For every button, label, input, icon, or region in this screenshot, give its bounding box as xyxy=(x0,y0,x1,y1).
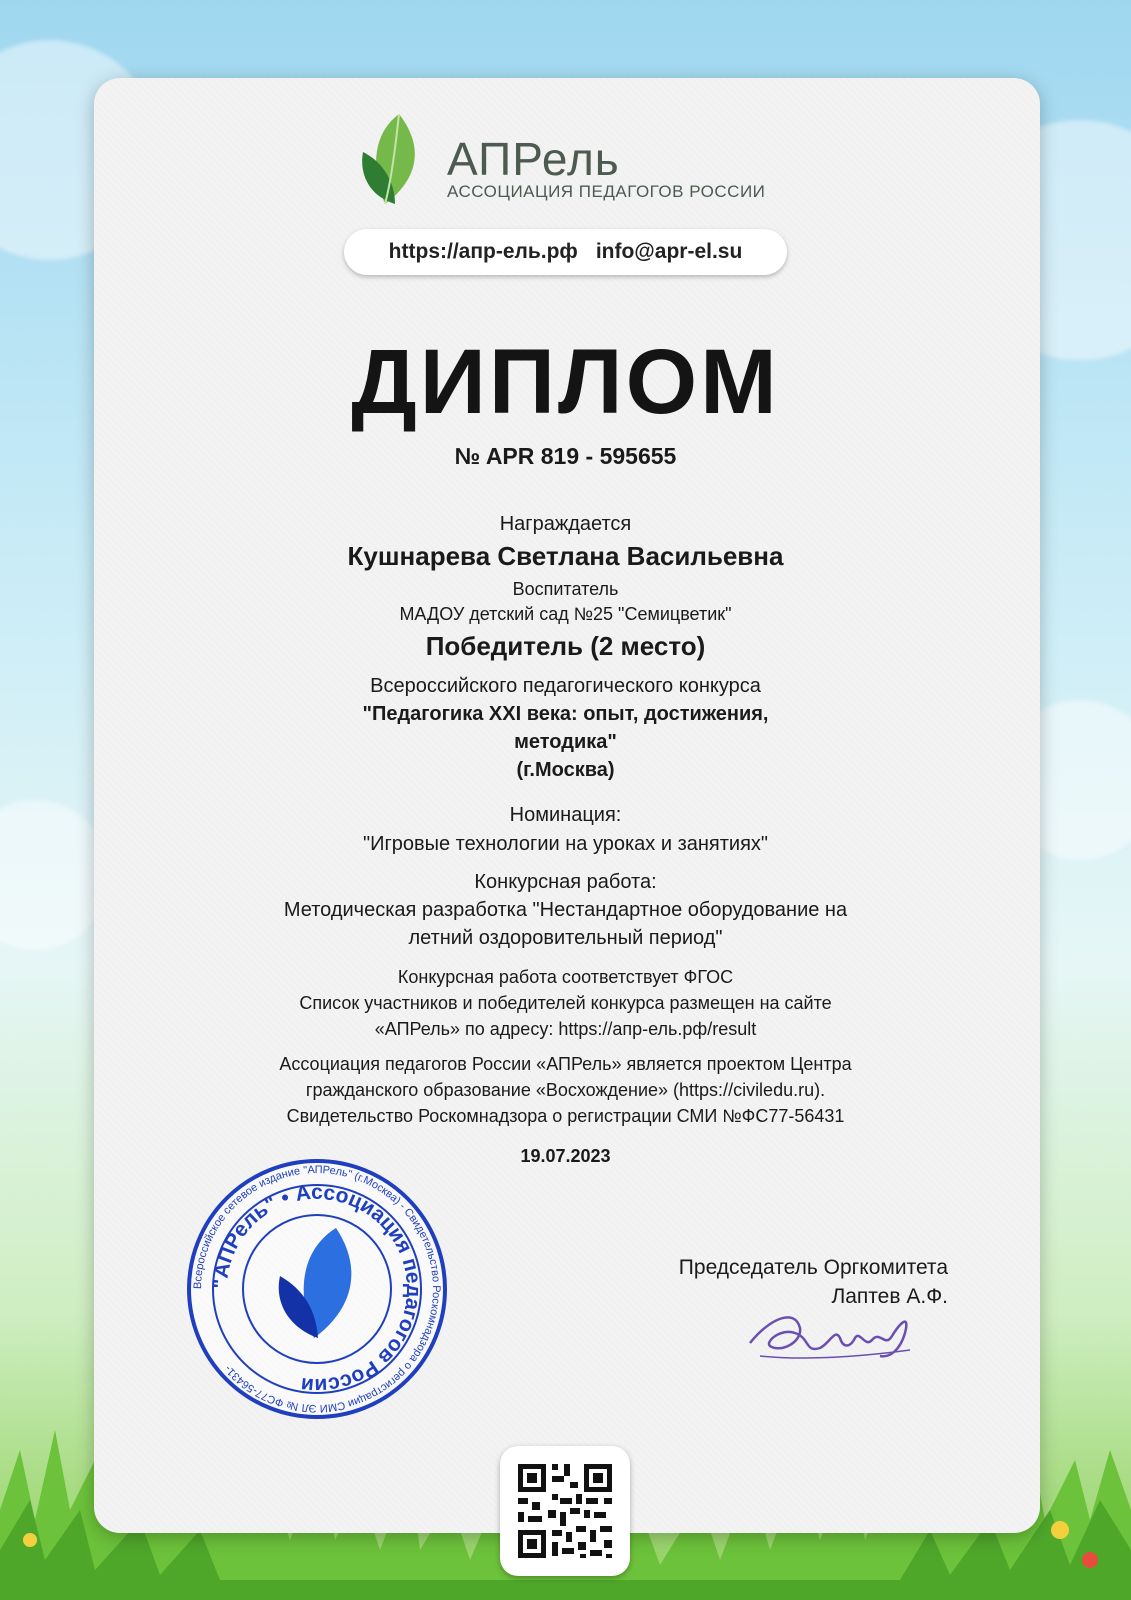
leaf-logo-icon xyxy=(355,112,437,208)
seal-outer-text: Всероссийское сетевое издание "АПРель" (г.Москва) - Свидетельство Роскомнадзора о регистрации СМИ ЭЛ № ФС77-56431- xyxy=(191,1163,443,1415)
contest-label: Всероссийского педагогического конкурса xyxy=(370,675,761,697)
about-line1: Ассоциация педагогов России «АПРель» является проектом Центра xyxy=(279,1054,852,1074)
website-link[interactable]: https://апр-ель.рф xyxy=(388,240,578,263)
issue-date: 19.07.2023 xyxy=(520,1146,611,1166)
logo xyxy=(355,112,785,208)
note-line3: «АПРель» по адресу: https://апр-ель.рф/result xyxy=(374,1019,757,1039)
seal-stamp xyxy=(186,1158,448,1420)
contacts-bar xyxy=(344,229,787,275)
awarded-label: Награждается xyxy=(499,513,632,535)
signatory-title: Председатель Оргкомитета xyxy=(678,1256,948,1279)
about-line2: гражданского образование «Восхождение» (https://civiledu.ru). xyxy=(305,1080,826,1100)
recipient-position: Воспитатель xyxy=(512,579,619,599)
diploma-number: № APR 819 - 595655 xyxy=(454,443,677,469)
logo-subtitle: АССОЦИАЦИЯ ПЕДАГОГОВ РОССИИ xyxy=(447,182,766,201)
qr-code[interactable] xyxy=(500,1446,630,1576)
recipient-name: Кушнарева Светлана Васильевна xyxy=(347,541,784,571)
seal-inner-text: "АПРель" • Ассоциация педагогов России xyxy=(208,1180,426,1398)
note-line2: Список участников и победителей конкурса размещен на сайте xyxy=(299,993,832,1013)
work-line1: Методическая разработка "Нестандартное оборудование на xyxy=(283,899,848,921)
email-link[interactable]: info@apr-el.su xyxy=(595,240,743,263)
work-label: Конкурсная работа: xyxy=(474,871,657,893)
qr-code-icon xyxy=(500,1446,630,1576)
contest-name-line2: методика" xyxy=(514,731,617,753)
nomination-value: "Игровые технологии на уроках и занятиях" xyxy=(362,833,769,855)
logo-title: АПРель xyxy=(447,133,620,185)
contest-city: (г.Москва) xyxy=(516,759,615,781)
signatory-name: Лаптев А.Ф. xyxy=(831,1285,948,1308)
nomination-label: Номинация: xyxy=(509,804,622,826)
note-line1: Конкурсная работа соответствует ФГОС xyxy=(397,967,734,987)
contest-name-line1: "Педагогика XXI века: опыт, достижения, xyxy=(362,703,769,725)
signature xyxy=(740,1298,920,1368)
work-line2: летний оздоровительный период" xyxy=(408,927,723,949)
recipient-organization: МАДОУ детский сад №25 "Семицветик" xyxy=(399,604,732,624)
result-place: Победитель (2 место) xyxy=(425,631,706,661)
diploma-heading: ДИПЛОМ xyxy=(351,331,780,433)
about-line3: Свидетельство Роскомнадзора о регистрации СМИ №ФС77-56431 xyxy=(286,1106,845,1126)
